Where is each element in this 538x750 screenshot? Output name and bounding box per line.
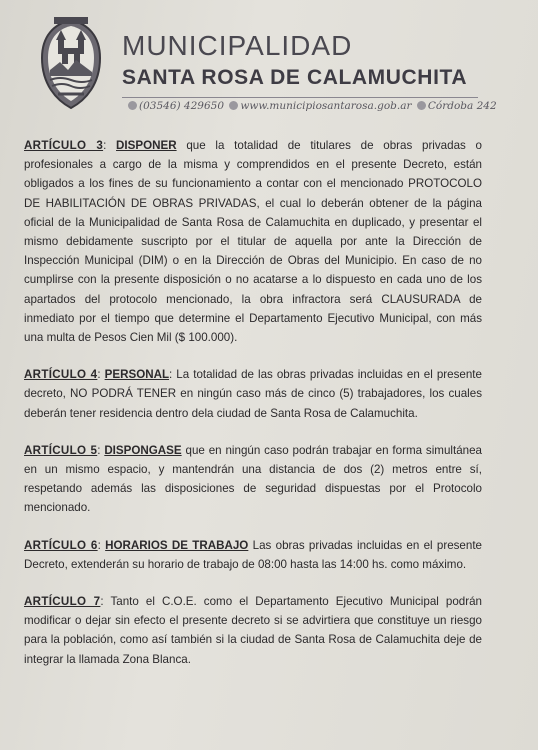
location-pin-icon — [417, 101, 426, 110]
contact-website: www.municipiosantarosa.gob.ar — [240, 100, 412, 112]
article-text: La totalidad de las obras privadas incluidas en el presente decreto, NO PODRÁ TENER en ningún caso más de cinco (5) trabajadores, los cuales deberán tener residencia dentro dela ciudad de Santa Rosa de Calamuchita. — [24, 368, 482, 420]
article-4: ARTÍCULO 4: PERSONAL: La totalidad de las obras privadas incluidas en el presente decreto, NO PODRÁ TENER en ningún caso más de cinco (5) trabajadores, los cuales deberán tener residencia dentro dela ciudad de Santa Rosa de Calamuchita. — [24, 368, 482, 420]
article-3: ARTÍCULO 3: DISPONER que la totalidad de titulares de obras privadas o profesionales a cargo de la misma y comprendidos en el presente Decreto, están obligados a los fines de su funcionamiento a contar con el mencionado PROTOCOLO DE HABILITACIÓN DE OBRAS PRIVADAS, el cual lo deberán obtener de la página oficial de la Municipalidad de Santa Rosa de Calamuchita en duplicado, y presentar el mismo debidamente suscripto por el titular de aquella por ante la Dirección de Inspección Municipal (DIM) o en la Dirección de Obras del Municipio. En caso de no cumplirse con la presente disposición o no acatarse a lo dispuesto en cada uno de los apartados del protocolo mencionado, la obra infractora será CLAUSURADA de inmediato por el tiempo que determine el Departamento Ejecutivo Municipal, con más una multa de Pesos Cien Mil ($ 100.000). — [24, 139, 482, 345]
article-keyword: DISPONER — [116, 139, 177, 152]
article-label: ARTÍCULO 7 — [24, 595, 101, 609]
contact-phone: (03546) 429650 — [139, 100, 225, 112]
article-5: ARTÍCULO 5: DISPONGASE que en ningún caso podrán trabajar en forma simultánea en un mismo espacio, y mantendrán una distancia de dos (2) metros entre sí, respetando además las disposiciones de seguridad dispuestas por el Protocolo mencionado. — [24, 443, 482, 515]
article-text: Tanto el C.O.E. como el Departamento Ejecutivo Municipal podrán modificar o dejar sin efecto el presente decreto si se advirtiera que constituye un riesgo para la población, como así también si la ciudad de Santa Rosa de Calamuchita deje de integrar la llamada Zona Blanca. — [24, 595, 483, 666]
municipal-crest-icon — [36, 14, 106, 112]
phone-icon — [128, 101, 137, 110]
article-text: que en ningún caso podrán trabajar en forma simultánea en un mismo espacio, y mantendrán una distancia de dos (2) metros entre sí, respetando además las disposiciones de seguridad dispuestas por el Protocolo mencionado. — [24, 443, 482, 515]
article-label: ARTÍCULO 3 — [24, 139, 104, 152]
org-name-line2: SANTA ROSA DE CALAMUCHITA — [122, 66, 468, 89]
org-name-line1: MUNICIPALIDAD — [122, 30, 353, 61]
article-keyword: DISPONGASE — [104, 443, 182, 457]
letterhead — [0, 0, 538, 125]
document-body — [24, 136, 482, 687]
article-7: ARTÍCULO 7: Tanto el C.O.E. como el Departamento Ejecutivo Municipal podrán modificar o dejar sin efecto el presente decreto si se advirtiera que constituye un riesgo para la población, como así también si la ciudad de Santa Rosa de Calamuchita deje de integrar la llamada Zona Blanca. — [24, 595, 483, 666]
article-6: ARTÍCULO 6: HORARIOS DE TRABAJO Las obras privadas incluidas en el presente Decreto, extenderán su horario de trabajo de 08:00 hasta las 14:00 hs. como máximo. — [24, 538, 483, 571]
article-text: que la totalidad de titulares de obras privadas o profesionales a cargo de la misma y comprendidos en el presente Decreto, están obligados a los fines de su funcionamiento a contar con el mencionado PROTOCOLO DE HABILITACIÓN DE OBRAS PRIVADAS, el cual lo deberán obtener de la página oficial de la Municipalidad de Santa Rosa de Calamuchita en duplicado, y presentar el mismo debidamente suscripto por el titular de aquella por ante la Dirección de Inspección Municipal (DIM) o en la Dirección de Obras del Municipio. En caso de no cumplirse con la presente disposición o no acatarse a lo dispuesto en cada uno de los apartados del protocolo mencionado, la obra infractora será CLAUSURADA de inmediato por el tiempo que determine el Departamento Ejecutivo Municipal, con más una multa de Pesos Cien Mil ($ 100.000). — [24, 139, 482, 345]
contact-line — [126, 100, 497, 112]
article-label: ARTÍCULO 4 — [24, 368, 98, 382]
article-label: ARTÍCULO 5 — [24, 443, 98, 457]
article-text: Las obras privadas incluidas en el presente Decreto, extenderán su horario de trabajo de 08:00 hasta las 14:00 hs. como máximo. — [24, 538, 483, 571]
article-keyword: PERSONAL — [104, 368, 170, 382]
contact-address: Córdoba 242 — [427, 100, 497, 112]
article-keyword: HORARIOS DE TRABAJO — [105, 538, 249, 552]
article-label: ARTÍCULO 6 — [24, 538, 98, 552]
globe-icon — [229, 101, 238, 110]
header-divider — [122, 97, 478, 98]
